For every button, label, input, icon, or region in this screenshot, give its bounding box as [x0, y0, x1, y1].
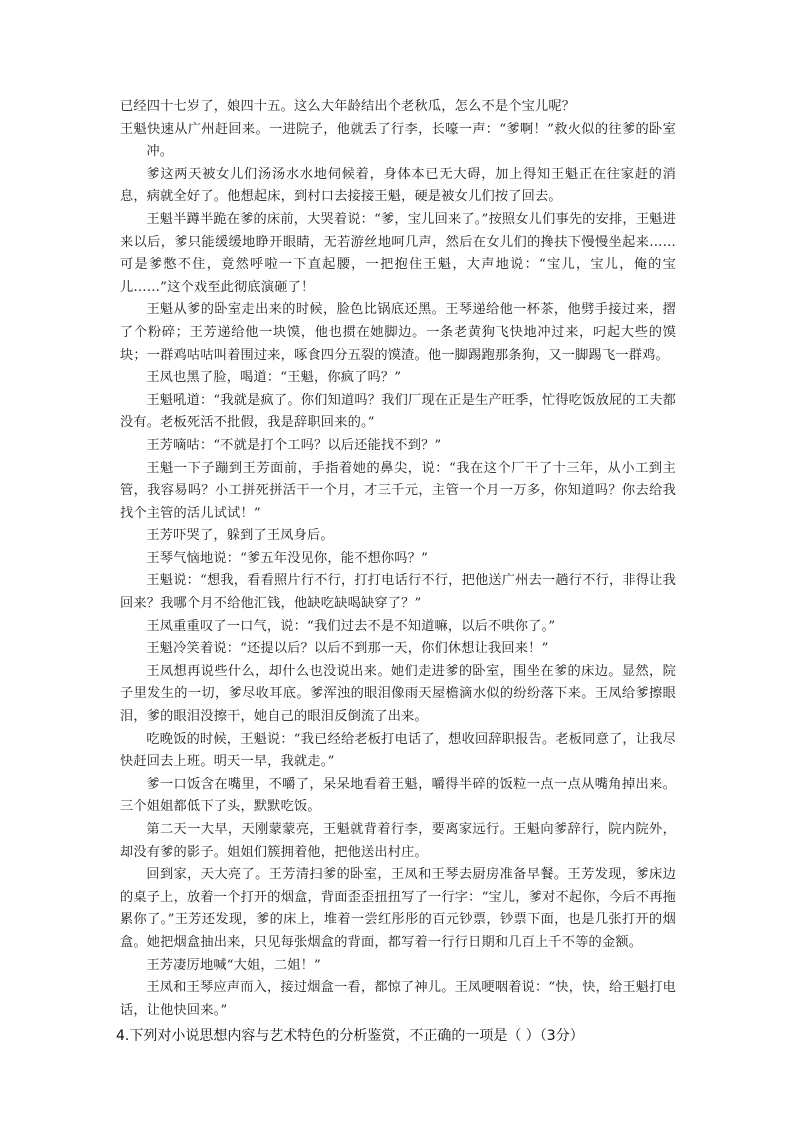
- paragraph-16: 吃晚饭的时候，王魁说：“我已经给老板打电话了，想收回辞职报告。老板同意了，让我尽快赶回去上班。明天一早，我就走。”: [120, 731, 676, 770]
- paragraph-10: 王芳吓哭了，躲到了王凤身后。: [146, 528, 334, 544]
- paragraph-14: 王魁冷笑着说：“还提以后？以后不到那一天，你们休想让我回来！”: [146, 641, 549, 657]
- paragraph-1: 已经四十七岁了，娘四十五。这么大年龄结出个老秋瓜，怎么不是个宝儿呢？: [120, 99, 576, 114]
- paragraph-4: 王魁半蹲半跪在爹的床前，大哭着说：“爹，宝儿回来了。”按照女儿们事先的安排，王魁进来以后，爹只能缓缓地睁开眼睛，无若游丝地呵几声，然后在女儿们的搀扶下慢慢坐起来……可是爹憋不住，竟然呼啦一下直起腰，一把抱住王魁，大声地说：“宝儿，宝儿，俺的宝儿……”这个戏至此彻底演砸了！: [120, 211, 676, 295]
- paragraph-20: 王芳凄厉地喊“大姐，二姐！”: [146, 957, 321, 973]
- question-4-stem: 4.下列对小说思想内容与艺术特色的分析鉴赏，不正确的一项是（ ）（3分）: [116, 1028, 584, 1045]
- paragraph-18: 第二天一大早，天刚蒙蒙亮，王魁就背着行李，要离家远行。王魁向爹辞行，院内院外，却没有爹的影子。姐姐们簇拥着他，把他送出村庄。: [120, 822, 676, 860]
- document-page: [116, 96, 676, 1048]
- paragraph-5: 王魁从爹的卧室走出来的时候，脸色比锅底还黑。王琴递给他一杯茶，他劈手接过来，摺了个粉碎；王芳递给他一块馍，他也掼在她脚边。一条老黄狗飞快地冲过来，叼起大些的馍块；一群鸡咕咕叫着围过来，啄食四分五裂的馍渣。他一脚踢跑那条狗，又一脚踢飞一群鸡。: [120, 302, 676, 363]
- paragraph-15: 王凤想再说些什么，却什么也没说出来。她们走进爹的卧室，围坐在爹的床边。显然，院子里发生的一切，爹尽收耳底。爹浑浊的眼泪像雨天屋檐滴水似的纷纷落下来。王凤给爹擦眼泪，爹的眼泪没擦干，她自己的眼泪反倒流了出来。: [120, 663, 676, 725]
- paragraph-12: 王魁说：“想我，看看照片行不行，打打电话行不行，把他送广州去一趟行不行，非得让我回来？我哪个月不给他汇钱，他缺吃缺喝缺穿了？”: [120, 573, 676, 612]
- paragraph-6: 王凤也黑了脸，喝道：“王魁，你疯了吗？”: [146, 370, 402, 386]
- paragraph-2: 王魁快速从广州赶回来。一进院子，他就丢了行李，长嚎一声：“爹啊！”救火似的往爹的卧室冲。: [120, 121, 676, 160]
- paragraph-3: 爹这两天被女儿们汤汤水水地伺候着，身体本已无大碍，加上得知王魁正在往家赶的消息，病就全好了。他想起床，到村口去接接王魁，硬是被女儿们按了回去。: [120, 166, 676, 205]
- paragraph-9: 王魁一下子蹦到王芳面前，手指着她的鼻尖，说：“我在这个厂干了十三年，从小工到主管，我容易吗？小工拼死拼活干一个月，才三千元，主管一个月一万多，你知道吗？你去给我找个主管的活儿试试！”: [120, 460, 676, 521]
- paragraph-21: 王凤和王琴应声而入，接过烟盒一看，都惊了神儿。王凤哽咽着说：“快，快，给王魁打电话，让他快回来。”: [120, 980, 676, 1018]
- paragraph-8: 王芳嘀咕：“不就是打个工吗？以后还能找不到？”: [146, 437, 442, 453]
- paragraph-7: 王魁吼道：“我就是疯了。你们知道吗？我们厂现在正是生产旺季，忙得吃饭放屁的工夫都没有。老板死活不批假，我是辞职回来的。”: [120, 392, 676, 431]
- paragraph-11: 王琴气恼地说：“爹五年没见你，能不想你吗？”: [146, 550, 429, 566]
- paragraph-17: 爹一口饭含在嘴里，不嚼了，呆呆地看着王魁，嚼得半碎的饭粒一点一点从嘴角掉出来。三个姐姐都低下了头，默默吃饭。: [120, 776, 676, 815]
- paragraph-13: 王凤重重叹了一口气，说：“我们过去不是不知道嘛，以后不哄你了。”: [146, 618, 556, 634]
- paragraph-19: 回到家，天大亮了。王芳清扫爹的卧室，王凤和王琴去厨房准备早餐。王芳发现，爹床边的桌子上，放着一个打开的烟盒，背面歪歪扭扭写了一行字：“宝儿，爹对不起你，今后不再拖累你了。”王芳还发现，爹的床上，堆着一尝红彤彤的百元钞票，钞票下面，也是几张打开的烟盒。她把烟盒抽出来，只见每张烟盒的背面，都写着一行行日期和几百上千不等的金额。: [120, 867, 676, 950]
